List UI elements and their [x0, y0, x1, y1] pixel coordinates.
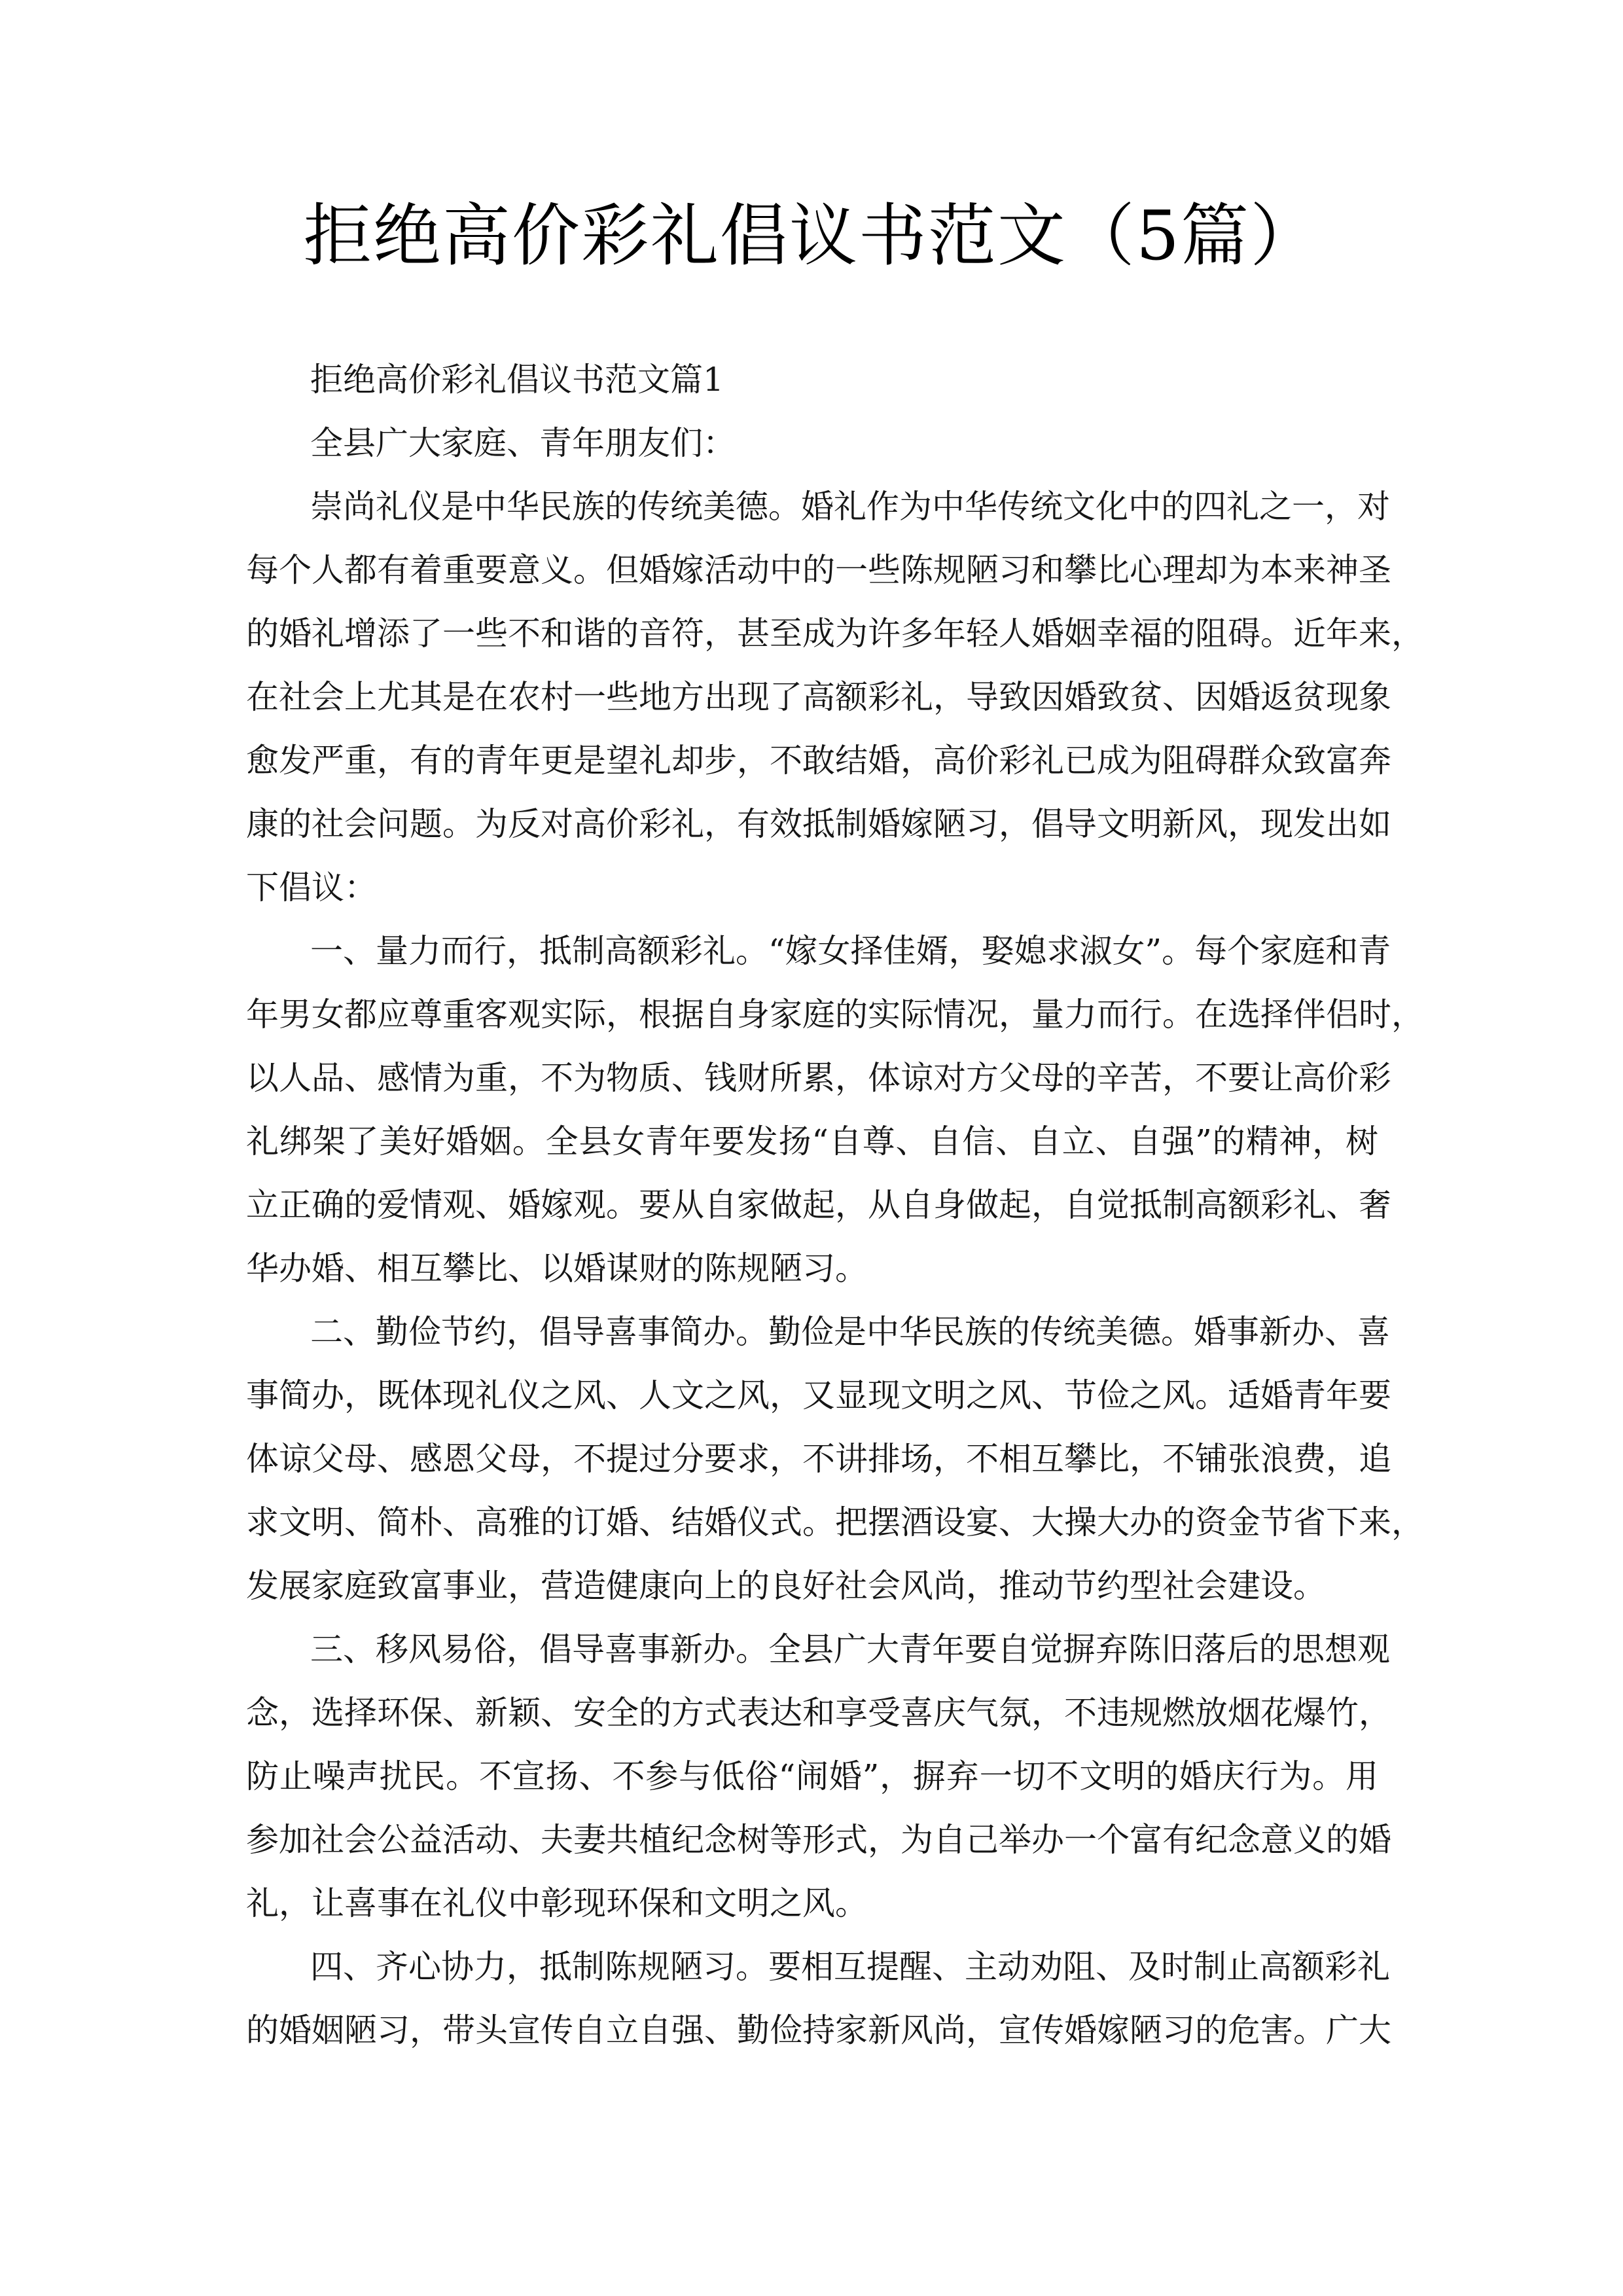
paragraph-3-line-3: 体谅父母、感恩父母，不提过分要求，不讲排场，不相互攀比，不铺张浪费，追 [246, 1440, 1391, 1478]
paragraph-4-line-4: 参加社会公益活动、夫妻共植纪念树等形式，为自己举办一个富有纪念意义的婚 [246, 1821, 1391, 1859]
paragraph-5-line-1: 四、齐心协力，抵制陈规陋习。要相互提醒、主动劝阻、及时制止高额彩礼 [310, 1948, 1390, 1986]
paragraph-2-line-1: 一、量力而行，抵制高额彩礼。“嫁女择佳婿，娶媳求淑女”。每个家庭和青 [310, 932, 1391, 970]
paragraph-3-line-5: 发展家庭致富事业，营造健康向上的良好社会风尚，推动节约型社会建设。 [246, 1567, 1326, 1605]
paragraph-1-line-4: 在社会上尤其是在农村一些地方出现了高额彩礼，导致因婚致贫、因婚返贫现象 [246, 678, 1391, 716]
paragraph-2-line-4: 礼绑架了美好婚姻。全县女青年要发扬“自尊、自信、自立、自强”的精神，树 [246, 1122, 1378, 1160]
paragraph-1-line-2: 每个人都有着重要意义。但婚嫁活动中的一些陈规陋习和攀比心理却为本来神圣 [246, 551, 1391, 589]
paragraph-2-line-5: 立正确的爱情观、婚嫁观。要从自家做起，从自身做起，自觉抵制高额彩礼、奢 [246, 1186, 1391, 1224]
paragraph-4-line-2: 念，选择环保、新颖、安全的方式表达和享受喜庆气氛，不违规燃放烟花爆竹， [246, 1694, 1391, 1732]
paragraph-4-line-5: 礼，让喜事在礼仪中彰现环保和文明之风。 [246, 1884, 868, 1922]
paragraph-4-line-3: 防止噪声扰民。不宣扬、不参与低俗“闹婚”，摒弃一切不文明的婚庆行为。用 [246, 1757, 1378, 1795]
paragraph-2-line-2: 年男女都应尊重客观实际，根据自身家庭的实际情况，量力而行。在选择伴侣时， [246, 996, 1424, 1033]
salutation: 全县广大家庭、青年朋友们： [310, 424, 736, 462]
paragraph-3-line-4: 求文明、简朴、高雅的订婚、结婚仪式。把摆酒设宴、大操大办的资金节省下来， [246, 1503, 1424, 1541]
paragraph-1-line-5: 愈发严重，有的青年更是望礼却步，不敢结婚，高价彩礼已成为阻碍群众致富奔 [246, 742, 1391, 780]
section-heading: 拒绝高价彩礼倡议书范文篇1 [310, 361, 724, 399]
paragraph-1-line-1: 崇尚礼仪是中华民族的传统美德。婚礼作为中华传统文化中的四礼之一，对 [310, 488, 1390, 526]
paragraph-2-line-6: 华办婚、相互攀比、以婚谋财的陈规陋习。 [246, 1249, 868, 1287]
document-title: 拒绝高价彩礼倡议书范文（5篇） [303, 196, 1320, 276]
paragraph-1-line-7: 下倡议： [246, 869, 377, 906]
paragraph-4-line-1: 三、移风易俗，倡导喜事新办。全县广大青年要自觉摒弃陈旧落后的思想观 [310, 1630, 1390, 1668]
paragraph-3-line-1: 二、勤俭节约，倡导喜事简办。勤俭是中华民族的传统美德。婚事新办、喜 [310, 1313, 1390, 1351]
paragraph-1-line-3: 的婚礼增添了一些不和谐的音符，甚至成为许多年轻人婚姻幸福的阻碍。近年来， [246, 615, 1424, 653]
paragraph-5-line-2: 的婚姻陋习，带头宣传自立自强、勤俭持家新风尚，宣传婚嫁陋习的危害。广大 [246, 2011, 1391, 2049]
paragraph-3-line-2: 事简办，既体现礼仪之风、人文之风，又显现文明之风、节俭之风。适婚青年要 [246, 1376, 1391, 1414]
paragraph-2-line-3: 以人品、感情为重，不为物质、钱财所累，体谅对方父母的辛苦，不要让高价彩 [246, 1059, 1391, 1097]
paragraph-1-line-6: 康的社会问题。为反对高价彩礼，有效抵制婚嫁陋习，倡导文明新风，现发出如 [246, 805, 1391, 843]
